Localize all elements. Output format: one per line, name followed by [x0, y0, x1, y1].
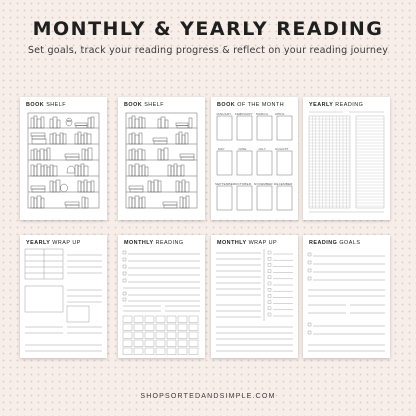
- heading-thin: SHELF: [144, 102, 165, 108]
- month-label: AUGUST: [275, 147, 289, 151]
- page-heading: [124, 102, 164, 108]
- month-cover-boxes: [211, 97, 298, 220]
- heading-thin: WRAP UP: [52, 240, 81, 246]
- month-label: SEPTEMBER: [215, 182, 236, 186]
- month-label: APRIL: [275, 112, 285, 116]
- heading-bold: MONTHLY: [124, 240, 154, 246]
- page-heading: [26, 102, 66, 108]
- heading-bold: MONTHLY: [217, 240, 247, 246]
- heading-thin: GOALS: [339, 240, 361, 246]
- heading-bold: BOOK: [217, 102, 236, 108]
- month-label: OCTOBER: [235, 182, 252, 186]
- month-label: MARCH: [256, 112, 268, 116]
- planner-page-yearly-wrap-up: [20, 235, 107, 358]
- month-label: JUNE: [238, 147, 247, 151]
- planner-page-book-of-the-month: [211, 97, 298, 220]
- shelf-drawing: [118, 97, 205, 220]
- footer-url: SHOPSORTEDANDSIMPLE.COM: [140, 393, 276, 400]
- heading-bold: YEARLY: [309, 102, 334, 108]
- month-label: NOVEMBER: [254, 182, 273, 186]
- month-label: JULY: [258, 147, 266, 151]
- heading-bold: BOOK: [26, 102, 45, 108]
- wrap-up-layout: [20, 235, 107, 358]
- planner-page-yearly-reading: [303, 97, 390, 220]
- heading-thin: SHELF: [46, 102, 67, 108]
- month-label: MAY: [218, 147, 225, 151]
- heading-thin: OF THE MONTH: [237, 102, 285, 108]
- heading-bold: BOOK: [124, 102, 143, 108]
- monthly-wrap-up-layout: [211, 235, 298, 358]
- planner-page-book-shelf-blank: [118, 97, 205, 220]
- planner-page-monthly-wrap-up: [211, 235, 298, 358]
- planner-page-book-shelf: [20, 97, 107, 220]
- heading-thin: READING: [155, 240, 184, 246]
- month-label: DECEMBER: [274, 182, 293, 186]
- planner-page-monthly-reading: [118, 235, 205, 358]
- shelf-drawing: [20, 97, 107, 220]
- reading-goals-layout: [303, 235, 390, 358]
- month-label: FEBRUARY: [235, 112, 253, 116]
- heading-bold: YEARLY: [26, 240, 51, 246]
- month-label: JANUARY: [216, 112, 232, 116]
- reading-tracker-grid: [303, 97, 390, 220]
- heading-thin: READING: [335, 102, 364, 108]
- heading-bold: READING: [309, 240, 338, 246]
- planner-page-reading-goals: [303, 235, 390, 358]
- page-title: MONTHLY & YEARLY READING: [32, 18, 384, 40]
- heading-thin: WRAP UP: [248, 240, 278, 246]
- monthly-reading-layout: [118, 235, 205, 358]
- page-subtitle: Set goals, track your reading progress & reflect on your reading journey: [27, 45, 389, 56]
